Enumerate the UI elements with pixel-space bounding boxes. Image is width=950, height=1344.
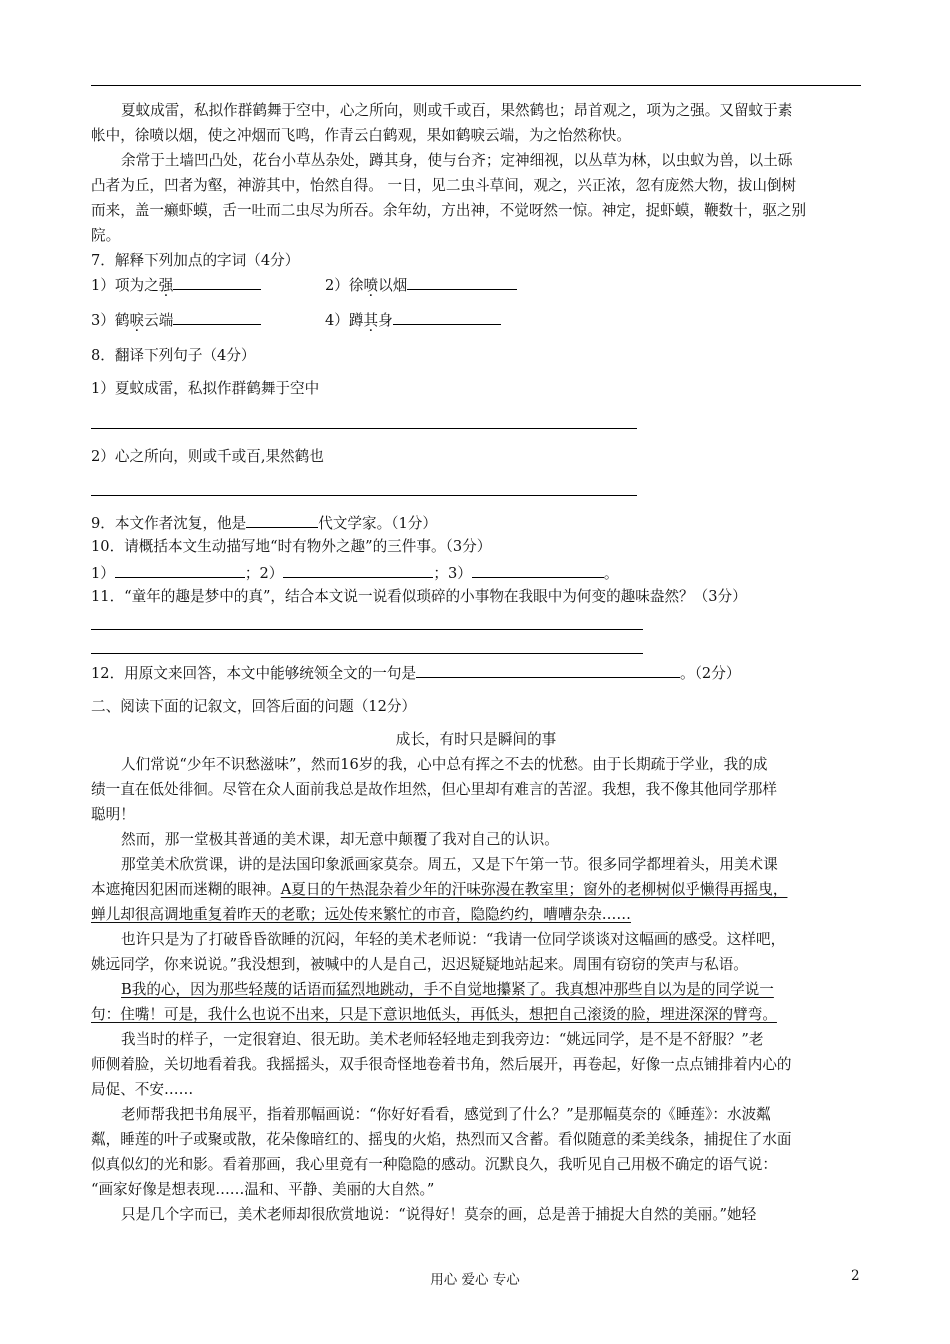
q7-item-2: 2）徐喷以烟 bbox=[325, 274, 517, 296]
story-line: 粼，睡莲的叶子或聚或散，花朵像暗红的、摇曳的火焰，热烈而又含蓄。看似随意的柔美线条，捕捉住了水面 bbox=[91, 1131, 792, 1148]
answer-blank[interactable] bbox=[283, 562, 433, 578]
passage1-line: 余常于土墙凹凸处，花台小草丛杂处，蹲其身，使与台齐；定神细视，以丛草为林，以虫蚁为兽，以土砾 bbox=[121, 152, 793, 169]
q7-item-4: 4）蹲其身 bbox=[325, 309, 501, 331]
answer-blank[interactable] bbox=[407, 274, 517, 290]
story-line: 老师帮我把书角展平，指着那幅画说：“你好好看看，感觉到了什么？”是那幅莫奈的《睡莲》：水波粼 bbox=[121, 1106, 771, 1123]
answer-blank[interactable] bbox=[115, 562, 245, 578]
passage1-line: 夏蚊成雷，私拟作群鹤舞于空中，心之所向，则或千或百，果然鹤也；昂首观之，项为之强。又留蚊于素 bbox=[121, 102, 793, 119]
story-line: 师侧着脸，关切地看着我。我摇摇头，双手很奇怪地卷着书角，然后展开，再卷起，好像一点点铺排着内心的 bbox=[91, 1056, 792, 1073]
underlined-passage-b: B我的心，因为那些轻蔑的话语而猛烈地跳动，手不自觉地攥紧了。我真想冲那些自以为是的同学说一 bbox=[121, 981, 774, 998]
q8-sentence-2: 2）心之所向，则或千或百,果然鹤也 bbox=[91, 448, 324, 465]
answer-blank[interactable] bbox=[173, 309, 261, 325]
answer-blank[interactable] bbox=[416, 662, 680, 678]
section-2-heading: 二、阅读下面的记叙文，回答后面的问题（12分） bbox=[91, 698, 417, 715]
story-line: 绩一直在低处徘徊。尽管在众人面前我总是故作坦然，但心里却有难言的苦涩。我想，我不像其他同学那样 bbox=[91, 781, 777, 798]
story-line: 似真似幻的光和影。看着那画，我心里竟有一种隐隐的感动。沉默良久，我听见自己用极不确定的语气说： bbox=[91, 1156, 777, 1173]
story-line: 局促、不安…… bbox=[91, 1081, 194, 1098]
answer-blank[interactable] bbox=[246, 512, 318, 528]
story-line: 然而，那一堂极其普通的美术课，却无意中颠覆了我对自己的认识。 bbox=[121, 831, 559, 848]
q8-sentence-1: 1）夏蚊成雷，私拟作群鹤舞于空中 bbox=[91, 380, 320, 397]
q9: 9．本文作者沈复，他是 代文学家。（1分） bbox=[91, 512, 437, 534]
q12: 12．用原文来回答，本文中能够统领全文的一句是 。（2分） bbox=[91, 662, 740, 684]
story-title: 成长，有时只是瞬间的事 bbox=[395, 731, 557, 748]
page-footer: 用心 爱心 专心 bbox=[430, 1272, 520, 1288]
passage1-line: 帐中，徐喷以烟，使之冲烟而飞鸣，作青云白鹤观，果如鹤唳云端，为之怡然称快。 bbox=[91, 127, 631, 144]
story-line: 本遮掩因犯困而迷糊的眼神。A夏日的午热混杂着少年的汗味弥漫在教室里；窗外的老柳树似乎懒得再摇曳， bbox=[91, 881, 788, 898]
q7-item-3: 3）鹤唳云端 bbox=[91, 309, 261, 331]
story-line: 我当时的样子，一定很窘迫、很无助。美术老师轻轻地走到我旁边：“姚远同学，是不是不舒服？”老 bbox=[121, 1031, 764, 1048]
answer-line[interactable] bbox=[91, 629, 643, 630]
q8-title: 8．翻译下列句子（4分） bbox=[91, 347, 256, 364]
header-rule bbox=[91, 85, 861, 86]
answer-blank[interactable] bbox=[173, 274, 261, 290]
q7-item-1: 1）项为之强 bbox=[91, 274, 261, 296]
q7-title: 7．解释下列加点的字词（4分） bbox=[91, 252, 300, 269]
story-line: 姚远同学，你来说说。”我没想到，被喊中的人是自己，迟迟疑疑地站起来。周围有窃窃的笑声与私语。 bbox=[91, 956, 748, 973]
story-line: 那堂美术欣赏课，讲的是法国印象派画家莫奈。周五，又是下午第一节。很多同学都埋着头，用美术课 bbox=[121, 856, 778, 873]
page-number: 2 bbox=[851, 1268, 860, 1284]
story-line: “画家好像是想表现……温和、平静、美丽的大自然。” bbox=[91, 1181, 435, 1198]
q11-title: 11．“童年的趣是梦中的真”，结合本文说一说看似琐碎的小事物在我眼中为何变的趣味盎然？（3分） bbox=[91, 588, 747, 605]
answer-blank[interactable] bbox=[472, 562, 604, 578]
story-line: 也许只是为了打破昏昏欲睡的沉闷，年轻的美术老师说：“我请一位同学谈谈对这幅画的感受。这样吧， bbox=[121, 931, 786, 948]
underlined-passage-a: 蝉儿却很高调地重复着昨天的老歌；远处传来繁忙的市音，隐隐约约，嘈嘈杂杂…… bbox=[91, 906, 631, 923]
story-line: 只是几个字而已，美术老师却很欣赏地说：“说得好！莫奈的画，总是善于捕捉大自然的美丽。”她轻 bbox=[121, 1206, 757, 1223]
story-line: 人们常说“少年不识愁滋味”，然而16岁的我，心中总有挥之不去的忧愁。由于长期疏于学业，我的成 bbox=[121, 756, 768, 773]
answer-line[interactable] bbox=[91, 428, 637, 429]
q10-answers: 1） ；2） ；3） 。 bbox=[91, 562, 618, 584]
passage1-line: 而来，盖一癞虾蟆，舌一吐而二虫尽为所吞。余年幼，方出神，不觉呀然一惊。神定，捉虾蟆，鞭数十，驱之别 bbox=[91, 202, 807, 219]
underlined-passage-b: 句：住嘴！可是，我什么也说不出来，只是下意识地低头，再低头，想把自己滚烫的脸，埋进深深的臂弯。 bbox=[91, 1006, 777, 1023]
underlined-passage-a: A夏日的午热混杂着少年的汗味弥漫在教室里；窗外的老柳树似乎懒得再摇曳， bbox=[280, 881, 788, 898]
answer-line[interactable] bbox=[91, 495, 637, 496]
answer-line[interactable] bbox=[91, 653, 643, 654]
q10-title: 10．请概括本文生动描写地“时有物外之趣”的三件事。（3分） bbox=[91, 538, 492, 555]
story-line: 聪明！ bbox=[91, 806, 135, 823]
passage1-line: 凸者为丘，凹者为壑，神游其中，怡然自得。 一日，见二虫斗草间，观之，兴正浓，忽有庞然大物，拔山倒树 bbox=[91, 177, 797, 194]
passage1-line: 院。 bbox=[91, 227, 121, 244]
answer-blank[interactable] bbox=[393, 309, 501, 325]
